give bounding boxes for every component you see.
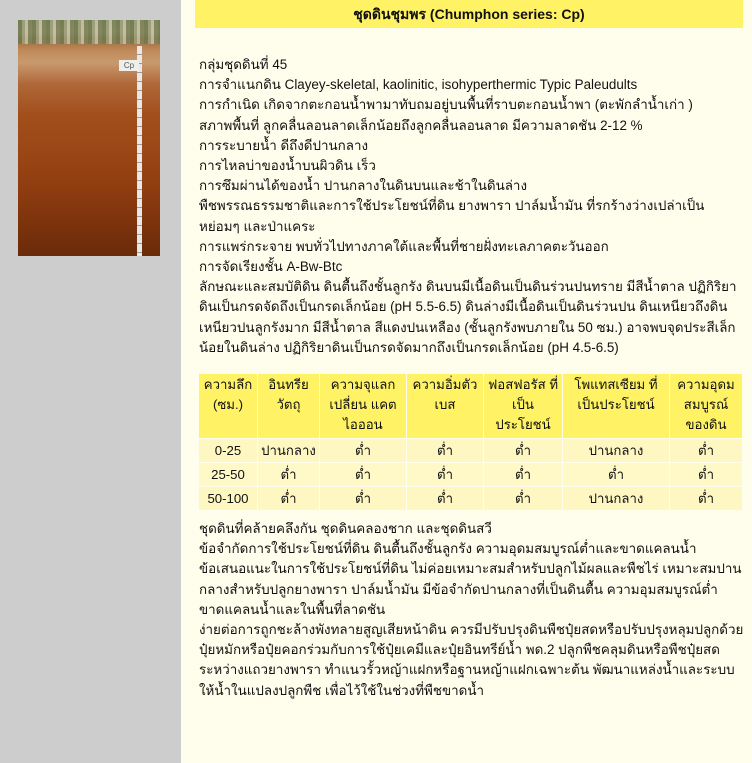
header-phosphorus: ฟอสฟอรัส ที่เป็น ประโยชน์ <box>484 374 562 438</box>
cell-depth: 25-50 <box>199 463 257 486</box>
cell-depth: 50-100 <box>199 487 257 510</box>
table-row <box>199 439 742 462</box>
table-header-row <box>199 374 742 438</box>
soil-origin: การกำเนิด เกิดจากตะกอนน้ำพามาทับถมอยู่บนพื้นที่ราบตะกอนน้ำพา (ตะพักลำน้ำเก่า ) <box>199 97 693 113</box>
cell-base-saturation: ต่ำ <box>407 439 483 462</box>
cell-fertility: ต่ำ <box>670 463 742 486</box>
header-potassium: โพแทสเซียม ที่เป็นประโยชน์ <box>563 374 669 438</box>
cell-organic-matter: ต่ำ <box>258 487 319 510</box>
cell-cec: ต่ำ <box>320 439 406 462</box>
header-cec: ความจุแลก เปลี่ยน แคตไอออน <box>320 374 406 438</box>
cell-phosphorus: ต่ำ <box>484 487 562 510</box>
header-depth: ความลึก (ซม.) <box>199 374 257 438</box>
photo-series-label: Cp <box>119 60 139 71</box>
soil-properties: ลักษณะและสมบัติดิน ดินตื้นถึงชั้นลูกรัง ดินบนมีเนื้อดินเป็นดินร่วนปนทราย มีสีน้ำตาล ปฏิกิริยาดินเป็นกรดจัดถึงเป็นกรดเล็กน้อย (pH 5.5-6.5) ดินล่างมีเนื้อดินเป็นดินร่วนปน ดินเหนียวถึงดินเหนียวปนลูกรังมาก มีสีน้ำตาล สีแดงปนเหลือง (ชั้นลูกรังพบภายใน 50 ซม.) อาจพบจุดประสีเล็กน้อยในดินล่าง ปฏิกิริยาดินเป็นกรดจัดมากถึงเป็นกรดเล็กน้อย (pH 4.5-6.5) <box>199 279 737 355</box>
drainage: การระบายน้ำ ดีถึงดีปานกลาง <box>199 137 369 153</box>
cell-fertility: ต่ำ <box>670 487 742 510</box>
soil-notes <box>199 519 744 701</box>
cell-depth: 0-25 <box>199 439 257 462</box>
cell-cec: ต่ำ <box>320 463 406 486</box>
soil-classification: การจำแนกดิน Clayey-skeletal, kaolinitic, isohyperthermic Typic Paleudults <box>199 77 638 93</box>
soil-profile-photo <box>18 20 160 256</box>
similar-soil-series: ชุดดินที่คล้ายคลึงกัน ชุดดินคลองชาก และชุดดินสวี <box>199 521 492 536</box>
header-organic-matter: อินทรีย วัตถุ <box>258 374 319 438</box>
cell-organic-matter: ปานกลาง <box>258 439 319 462</box>
cell-phosphorus: ต่ำ <box>484 439 562 462</box>
table-row <box>199 463 742 486</box>
cell-potassium: ปานกลาง <box>563 487 669 510</box>
soil-description <box>199 55 744 358</box>
terrain: สภาพพื้นที่ ลูกคลื่นลอนลาดเล็กน้อยถึงลูกคลื่นลอนลาด มีความลาดชัน 2-12 % <box>199 117 643 133</box>
cell-potassium: ต่ำ <box>563 463 669 486</box>
cell-fertility: ต่ำ <box>670 439 742 462</box>
cell-potassium: ปานกลาง <box>563 439 669 462</box>
left-sidebar <box>0 0 181 763</box>
cell-cec: ต่ำ <box>320 487 406 510</box>
photo-measuring-tape <box>137 46 142 256</box>
horizon-sequence: การจัดเรียงชั้น A-Bw-Btc <box>199 259 343 275</box>
permeability: การซึมผ่านได้ของน้ำ ปานกลางในดินบนและช้าในดินล่าง <box>199 178 527 194</box>
land-use-limitations: ข้อจำกัดการใช้ประโยชน์ที่ดิน ดินตื้นถึงชั้นลูกรัง ความอุดมสมบูรณ์ต่ำและขาดแคลนน้ำ <box>199 541 697 557</box>
soil-fertility-table <box>198 373 743 511</box>
photo-surface-vegetation <box>18 20 160 44</box>
vegetation-land-use: พืชพรรณธรรมชาติและการใช้ประโยชน์ที่ดิน ยางพารา ปาล์มน้ำมัน ที่รกร้างว่างเปล่าเป็น หย่อมๆ และป่าแคระ <box>199 198 705 234</box>
management-recommendations: ง่ายต่อการถูกชะล้างพังทลายสูญเสียหน้าดิน ควรมีปรับปรุงดินพืชปุ๋ยสดหรือปรับปรุงหลุมปลูกด้วยปุ๋ยหมักหรือปุ๋ยคอกร่วมกับการใช้ปุ๋ยเคมีและปุ๋ยอินทรีย์น้ำ พด.2 ปลูกพืชคลุมดินหรือพืชปุ๋ยสดระหว่างแถวยางพารา ทำแนวรั้วหญ้าแฝกหรือฐานหญ้าแฝกเฉพาะต้น พัฒนาแหล่งน้ำและระบบให้น้ำในแปลงปลูกพืช เพื่อไว้ใช้ในช่วงที่พืชขาดน้ำ <box>199 622 744 698</box>
header-base-saturation: ความอิ่มตัว เบส <box>407 374 483 438</box>
page-title: ชุดดินชุมพร (Chumphon series: Cp) <box>195 0 743 28</box>
soil-group: กลุ่มชุดดินที่ 45 <box>199 57 288 72</box>
cell-phosphorus: ต่ำ <box>484 463 562 486</box>
distribution: การแพร่กระจาย พบทั่วไปทางภาคใต้และพื้นที่ชายฝั่งทะเลภาคตะวันออก <box>199 238 609 254</box>
cell-base-saturation: ต่ำ <box>407 487 483 510</box>
land-use-suggestions: ข้อเสนอแนะในการใช้ประโยชน์ที่ดิน ไม่ค่อยเหมาะสมสำหรับปลูกไม้ผลและพืชไร่ เหมาะสมปานกลางสำหรับปลูกยางพารา ปาล์มน้ำมัน มีข้อจำกัดปานกลางที่เป็นดินตื้น ความอุมสมบูรณ์ต่ำ ขาดแคลนน้ำและในพื้นที่ลาดชัน <box>199 561 742 617</box>
cell-organic-matter: ต่ำ <box>258 463 319 486</box>
surface-runoff: การไหลบ่าของน้ำบนผิวดิน เร็ว <box>199 158 376 174</box>
table-row <box>199 487 742 510</box>
header-fertility: ความอุดม สมบูรณ์ ของดิน <box>670 374 742 438</box>
cell-base-saturation: ต่ำ <box>407 463 483 486</box>
